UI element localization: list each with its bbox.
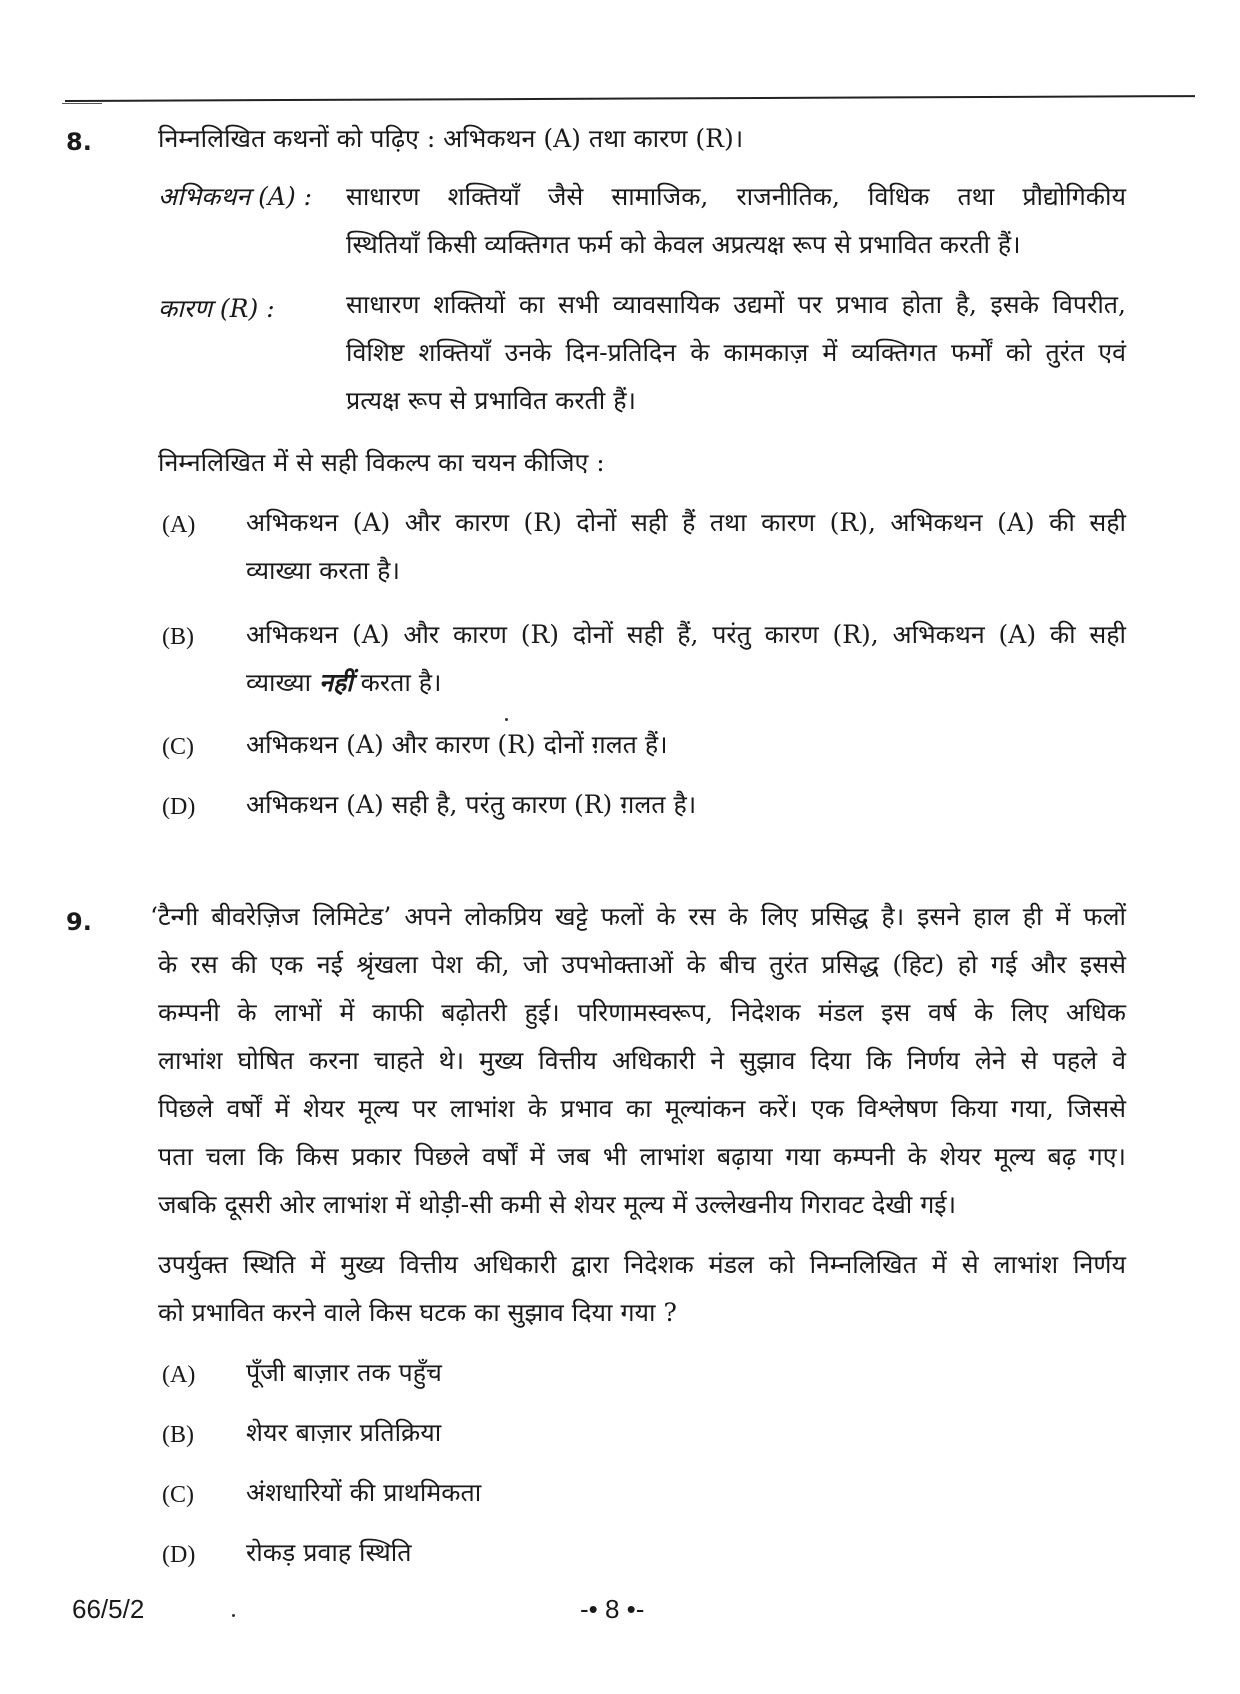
q9-para-line-4: लाभांश घोषित करना चाहते थे। मुख्य वित्तीय अधिकारी ने सुझाव दिया कि निर्णय लेने से पहले वे <box>158 1046 1126 1075</box>
q9-para-line-3: कम्पनी के लाभों में काफी बढ़ोतरी हुई। परिणामस्वरूप, निदेशक मंडल इस वर्ष के लिए अधिक <box>158 998 1126 1027</box>
q9-option-c-text: अंशधारियों की प्राथमिकता <box>246 1478 482 1507</box>
page-number: -• 8 •- <box>580 1594 645 1624</box>
q8-reason-line3: प्रत्यक्ष रूप से प्रभावित करती हैं। <box>346 386 636 415</box>
q8-reason-label: कारण (R) : <box>158 294 275 323</box>
q8-option-c-text: अभिकथन (A) और कारण (R) दोनों ग़लत हैं। <box>246 730 668 759</box>
q8-assertion-line1: साधारण शक्तियाँ जैसे सामाजिक, राजनीतिक, विधिक तथा प्रौद्योगिकीय <box>346 182 1126 211</box>
q9-number: 9. <box>66 908 92 936</box>
top-rule-left <box>62 103 102 104</box>
q9-option-b-letter: (B) <box>162 1422 194 1448</box>
q9-option-b-text: शेयर बाज़ार प्रतिक्रिया <box>246 1418 442 1447</box>
q8-option-b-emphasis: नहीं <box>319 668 353 697</box>
q9-para-line-2: के रस की एक नई श्रृंखला पेश की, जो उपभोक्ताओं के बीच तुरंत प्रसिद्ध (हिट) हो गई और इससे <box>158 950 1126 979</box>
scan-speck <box>232 1614 235 1617</box>
q9-para-line-7: जबकि दूसरी ओर लाभांश में थोड़ी-सी कमी से शेयर मूल्य में उल्लेखनीय गिरावट देखी गई। <box>158 1190 957 1219</box>
q8-option-b-line1: अभिकथन (A) और कारण (R) दोनों सही हैं, परंतु कारण (R), अभिकथन (A) की सही <box>246 620 1126 649</box>
q8-intro: निम्नलिखित कथनों को पढ़िए : अभिकथन (A) तथा कारण (R)। <box>158 124 744 153</box>
top-rule <box>65 95 1195 102</box>
q9-para-line-6: पता चला कि किस प्रकार पिछले वर्षों में जब भी लाभांश बढ़ाया गया कम्पनी के शेयर मूल्य बढ़ गए। <box>158 1142 1126 1171</box>
q8-option-b-letter: (B) <box>162 624 194 650</box>
q9-option-c-letter: (C) <box>162 1482 194 1508</box>
q8-reason-line1: साधारण शक्तियों का सभी व्यावसायिक उद्यमों पर प्रभाव होता है, इसके विपरीत, <box>346 290 1126 319</box>
q9-para-line-5: पिछले वर्षों में शेयर मूल्य पर लाभांश के प्रभाव का मूल्यांकन करें। एक विश्लेषण किया गया, जिससे <box>158 1094 1126 1123</box>
q8-option-c-letter: (C) <box>162 734 194 760</box>
paper-code: 66/5/2 <box>72 1594 145 1624</box>
q9-option-d-text: रोकड़ प्रवाह स्थिति <box>246 1538 412 1567</box>
q8-option-a-line2: व्याख्या करता है। <box>246 556 400 585</box>
q9-option-a-letter: (A) <box>162 1362 196 1388</box>
q8-option-d-text: अभिकथन (A) सही है, परंतु कारण (R) ग़लत है। <box>246 790 697 819</box>
q8-option-a-line1: अभिकथन (A) और कारण (R) दोनों सही हैं तथा कारण (R), अभिकथन (A) की सही <box>246 508 1126 537</box>
q9-option-a-text: पूँजी बाज़ार तक पहुँच <box>246 1358 442 1387</box>
q8-prompt: निम्नलिखित में से सही विकल्प का चयन कीजिए : <box>158 448 605 477</box>
q8-option-b-line2-post: करता है। <box>352 668 442 697</box>
q8-option-b-line2 <box>246 666 442 700</box>
q9-para-line-1: ‘टैन्गी बीवरेज़िज लिमिटेड’ अपने लोकप्रिय खट्टे फलों के रस के लिए प्रसिद्ध है। इसने हाल ही में फलों <box>150 902 1126 931</box>
q9-question-line-1: उपर्युक्त स्थिति में मुख्य वित्तीय अधिकारी द्वारा निदेशक मंडल को निम्नलिखित में से लाभांश निर्णय <box>158 1250 1126 1279</box>
q8-option-d-letter: (D) <box>162 794 196 820</box>
q8-number: 8. <box>66 128 92 156</box>
q9-question-line-2: को प्रभावित करने वाले किस घटक का सुझाव दिया गया ? <box>158 1298 677 1327</box>
q8-option-a-letter: (A) <box>162 512 196 538</box>
q8-option-b-line2-pre: व्याख्या <box>246 668 320 697</box>
q8-reason-line2: विशिष्ट शक्तियाँ उनके दिन-प्रतिदिन के कामकाज़ में व्यक्तिगत फर्मों को तुरंत एवं <box>346 338 1126 367</box>
scan-speck <box>505 718 508 721</box>
q8-assertion-line2: स्थितियाँ किसी व्यक्तिगत फर्म को केवल अप्रत्यक्ष रूप से प्रभावित करती हैं। <box>346 230 1021 259</box>
q8-assertion-label: अभिकथन (A) : <box>158 182 313 211</box>
q9-option-d-letter: (D) <box>162 1542 196 1568</box>
